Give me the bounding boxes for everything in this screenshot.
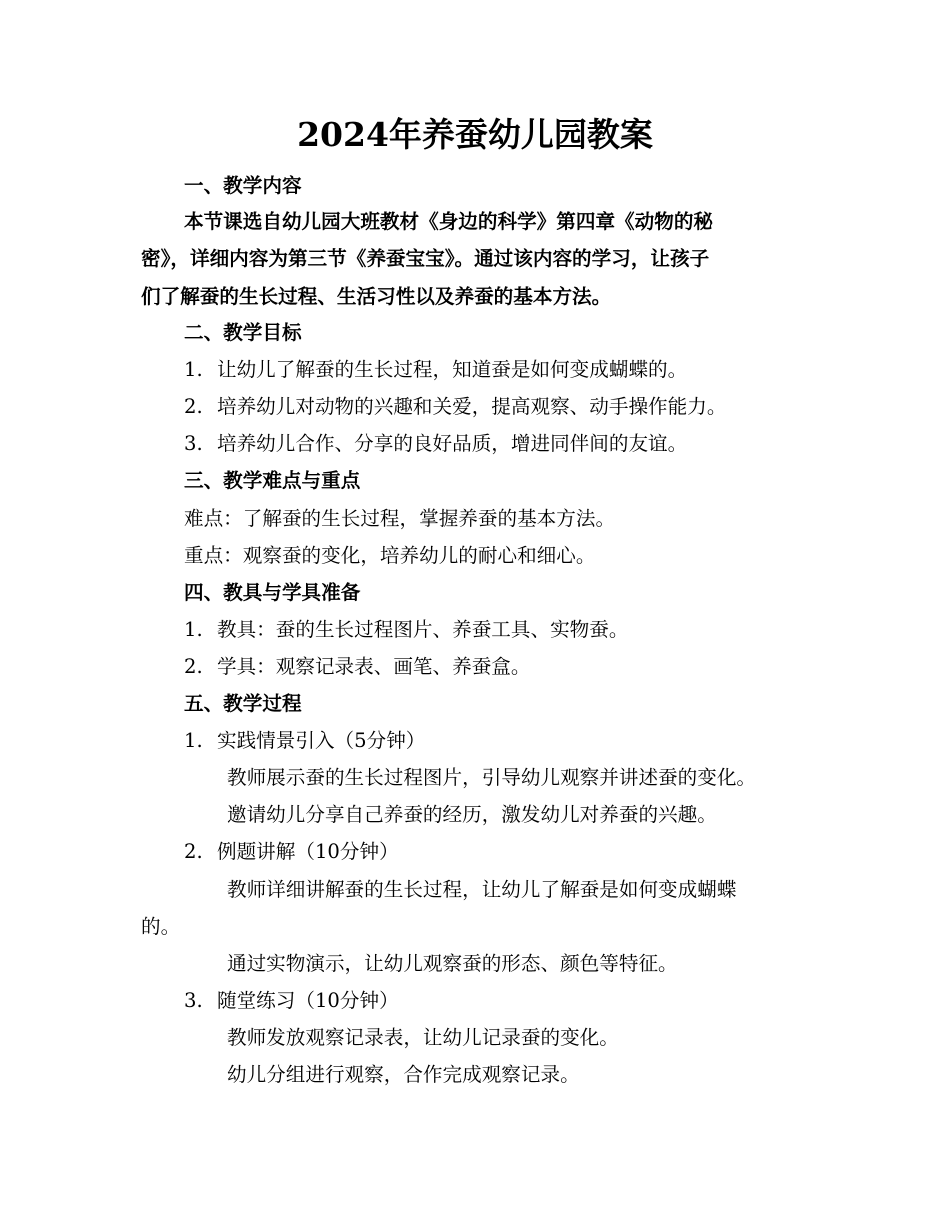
section-heading-process: 五、教学过程 xyxy=(184,692,302,715)
step-label: 例题讲解（10分钟） xyxy=(217,840,399,863)
section-heading-content: 一、教学内容 xyxy=(184,174,302,197)
step-line: 通过实物演示，让幼儿观察蚕的形态、颜色等特征。 xyxy=(227,952,678,975)
list-item xyxy=(184,430,687,458)
section-heading-objectives: 二、教学目标 xyxy=(184,321,302,344)
list-item xyxy=(184,393,726,421)
content-paragraph-line-3: 们了解蚕的生长过程、生活习性以及养蚕的基本方法。 xyxy=(141,285,612,308)
step-line: 教师发放观察记录表，让幼儿记录蚕的变化。 xyxy=(227,1026,619,1049)
list-number: 2. xyxy=(184,395,203,418)
list-item xyxy=(184,356,687,384)
step-line: 的。 xyxy=(141,915,181,938)
list-text: 让幼儿了解蚕的生长过程，知道蚕是如何变成蝴蝶的。 xyxy=(217,358,688,381)
list-number: 2. xyxy=(184,655,203,678)
list-text: 培养幼儿合作、分享的良好品质，增进同伴间的友谊。 xyxy=(217,432,688,455)
list-text: 培养幼儿对动物的兴趣和关爱，提高观察、动手操作能力。 xyxy=(217,395,727,418)
step-line: 教师详细讲解蚕的生长过程，让幼儿了解蚕是如何变成蝴蝶 xyxy=(227,878,737,901)
step-line: 邀请幼儿分享自己养蚕的经历，激发幼儿对养蚕的兴趣。 xyxy=(227,803,717,826)
step-line: 教师展示蚕的生长过程图片，引导幼儿观察并讲述蚕的变化。 xyxy=(227,766,757,789)
list-item xyxy=(184,653,531,681)
list-text: 教具：蚕的生长过程图片、养蚕工具、实物蚕。 xyxy=(217,618,629,641)
key-point-text: 重点：观察蚕的变化，培养幼儿的耐心和细心。 xyxy=(184,544,596,567)
difficulty-text: 难点：了解蚕的生长过程，掌握养蚕的基本方法。 xyxy=(184,507,616,530)
list-item xyxy=(184,616,628,644)
content-paragraph-line-1: 本节课选自幼儿园大班教材《身边的科学》第四章《动物的秘 xyxy=(184,210,714,233)
step-label: 实践情景引入（5分钟） xyxy=(217,729,426,752)
content-paragraph-line-2: 密》，详细内容为第三节《养蚕宝宝》。通过该内容的学习，让孩子 xyxy=(141,247,710,270)
step-number: 2. xyxy=(184,840,203,863)
step-heading xyxy=(184,727,425,755)
step-number: 1. xyxy=(184,729,203,752)
section-heading-difficulties: 三、教学难点与重点 xyxy=(184,469,361,492)
step-heading xyxy=(184,987,399,1015)
list-number: 3. xyxy=(184,432,203,455)
step-line: 幼儿分组进行观察，合作完成观察记录。 xyxy=(227,1063,580,1086)
step-label: 随堂练习（10分钟） xyxy=(217,989,399,1012)
section-heading-materials: 四、教具与学具准备 xyxy=(184,581,361,604)
list-number: 1. xyxy=(184,618,203,641)
page-title: 2024年养蚕幼儿园教案 xyxy=(297,115,653,154)
list-number: 1. xyxy=(184,358,203,381)
list-text: 学具：观察记录表、画笔、养蚕盒。 xyxy=(217,655,531,678)
step-number: 3. xyxy=(184,989,203,1012)
step-heading xyxy=(184,838,399,866)
